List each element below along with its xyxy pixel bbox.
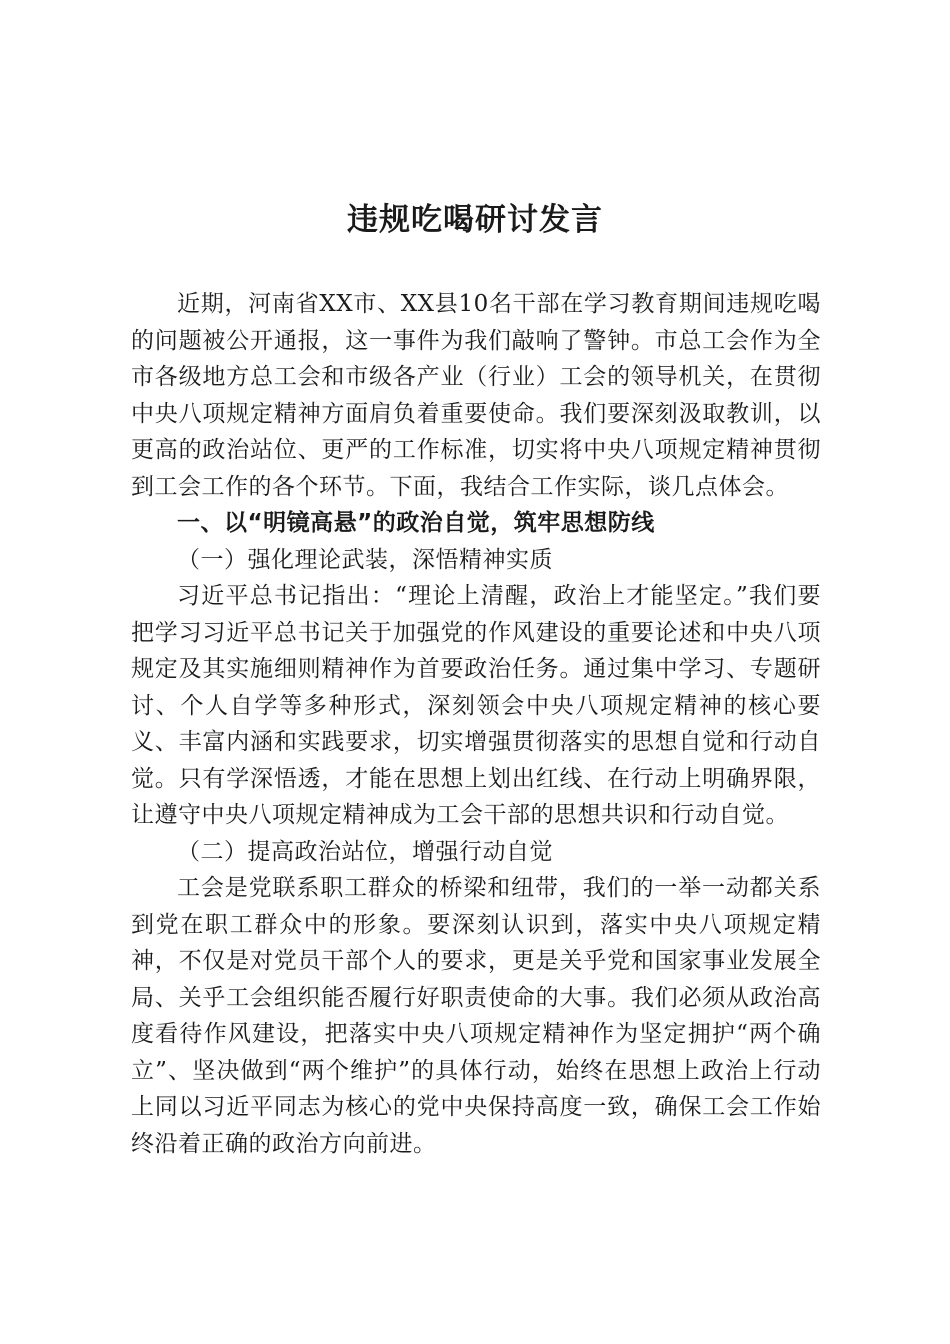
- page-title: 违规吃喝研讨发言: [347, 202, 603, 238]
- intro-paragraph: 近期，河南省XX市、XX县10名干部在学习教育期间违规吃喝的问题被公开通报，这一事件为我们敲响了警钟。市总工会作为全市各级地方总工会和市级各产业（行业）工会的领导机关，在贯彻中央八项规定精神方面肩负着重要使命。我们要深刻汲取教训，以更高的政治站位、更严的工作标准，切实将中央八项规定精神贯彻到工会工作的各个环节。下面，我结合工作实际，谈几点体会。: [131, 291, 821, 500]
- document-body: [131, 286, 821, 1162]
- subsection-heading-1: （一）强化理论武装，深悟精神实质: [177, 546, 553, 573]
- subsection-paragraph-2: 工会是党联系职工群众的桥梁和纽带，我们的一举一动都关系到党在职工群众中的形象。要深刻认识到，落实中央八项规定精神，不仅是对党员干部个人的要求，更是关乎党和国家事业发展全局、关乎工会组织能否履行好职责使命的大事。我们必须从政治高度看待作风建设，把落实中央八项规定精神作为坚定拥护“两个确立”、坚决做到“两个维护”的具体行动，始终在思想上政治上行动上同以习近平同志为核心的党中央保持高度一致，确保工会工作始终沿着正确的政治方向前进。: [131, 875, 821, 1157]
- subsection-heading-2: （二）提高政治站位，增强行动自觉: [177, 838, 553, 865]
- subsection-paragraph-1: 习近平总书记指出：“理论上清醒，政治上才能坚定。”我们要把学习习近平总书记关于加强党的作风建设的重要论述和中央八项规定及其实施细则精神作为首要政治任务。通过集中学习、专题研讨、个人自学等多种形式，深刻领会中央八项规定精神的核心要义、丰富内涵和实践要求，切实增强贯彻落实的思想自觉和行动自觉。只有学深悟透，才能在思想上划出红线、在行动上明确界限，让遵守中央八项规定精神成为工会干部的思想共识和行动自觉。: [131, 583, 821, 828]
- section-heading-1: 一、以“明镜高悬”的政治自觉，筑牢思想防线: [177, 510, 655, 536]
